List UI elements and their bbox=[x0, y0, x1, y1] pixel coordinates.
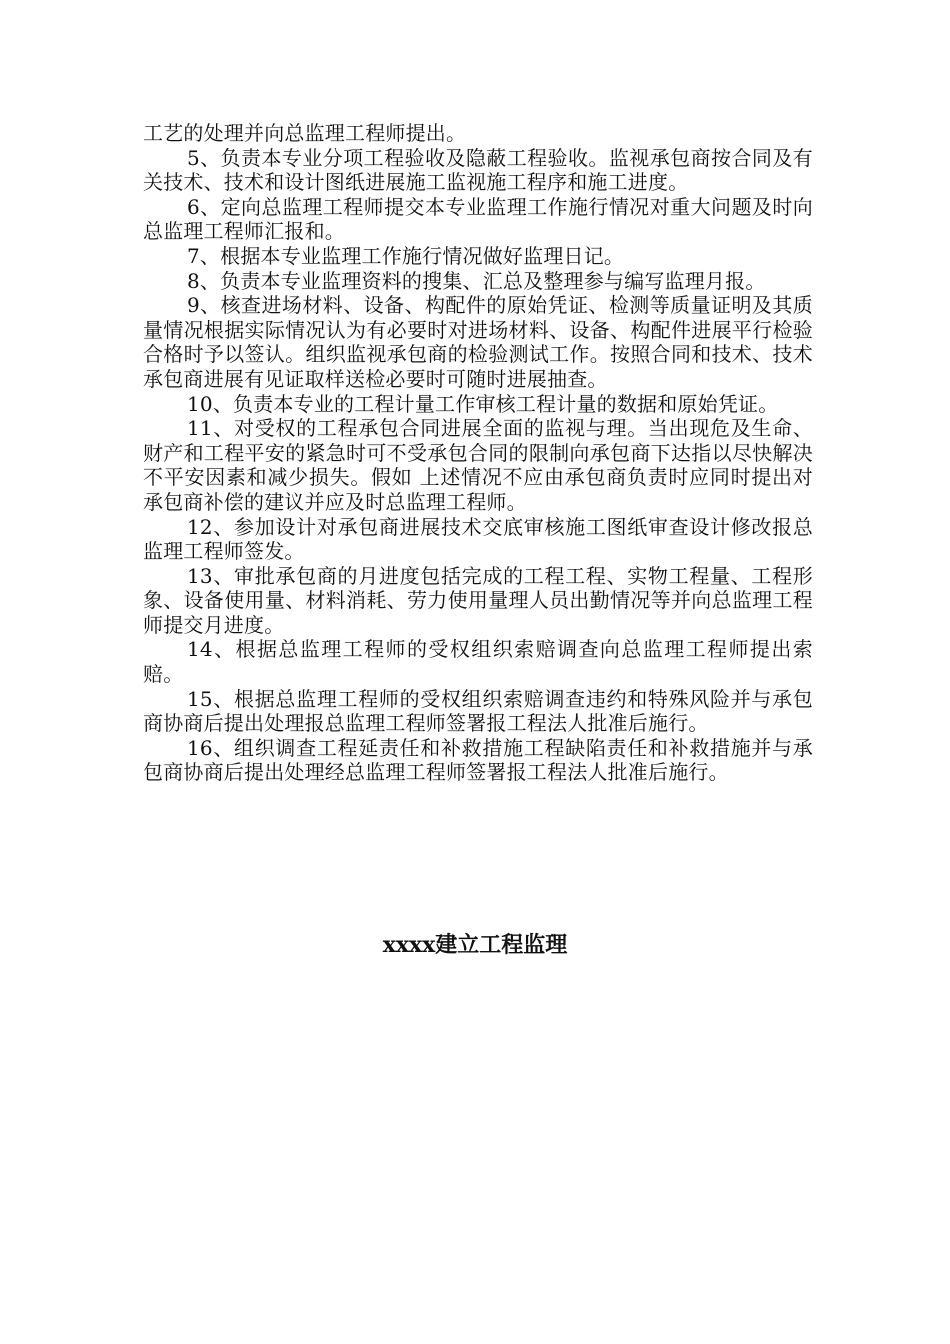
paragraph-item-13: 13、审批承包商的月进度包括完成的工程工程、实物工程量、工程形象、设备使用量、材料消耗、劳力使用量理人员出勤情况等并向总监理工程师提交月进度。 bbox=[143, 563, 813, 637]
paragraph-item-14: 14、根据总监理工程师的受权组织索赔调查向总监理工程师提出索赔。 bbox=[143, 637, 813, 687]
paragraph-item-9: 9、核查进场材料、设备、构配件的原始凭证、检测等质量证明及其质量情况根据实际情况认为有必要时对进场材料、设备、构配件进展平行检验合格时予以签认。组织监视承包商的检验测试工作。按照合同和技术、技术承包商进展有见证取样送检必要时可随时进展抽查。 bbox=[143, 293, 813, 391]
paragraph-item-8: 8、负责本专业监理资料的搜集、汇总及整理参与编写监理月报。 bbox=[187, 268, 766, 293]
company-title: xxxx建立工程监理 bbox=[382, 932, 568, 958]
document-body bbox=[143, 121, 813, 785]
paragraph-item-12: 12、参加设计对承包商进展技术交底审核施工图纸审查设计修改报总监理工程师签发。 bbox=[143, 514, 813, 564]
paragraph-continuation: 工艺的处理并向总监理工程师提出。 bbox=[143, 121, 467, 145]
paragraph-item-11: 11、对受权的工程承包合同进展全面的监视与理。当出现危及生命、财产和工程平安的紧急时可不受承包合同的限制向承包商下达指以尽快解决不平安因素和减少损失。假如 上述情况不应由承包商负责时应同时提出对承包商补偿的建议并应及时总监理工程师。 bbox=[143, 416, 813, 514]
paragraph-item-15: 15、根据总监理工程师的受权组织索赔调查违约和特殊风险并与承包商协商后提出处理报总监理工程师签署报工程法人批准后施行。 bbox=[143, 686, 813, 736]
paragraph-item-6: 6、定向总监理工程师提交本专业监理工作施行情况对重大问题及时向总监理工程师汇报和。 bbox=[143, 194, 813, 244]
paragraph-item-16: 16、组织调查工程延责任和补救措施工程缺陷责任和补救措施并与承包商协商后提出处理经总监理工程师签署报工程法人批准后施行。 bbox=[143, 735, 813, 785]
paragraph-item-10: 10、负责本专业的工程计量工作审核工程计量的数据和原始凭证。 bbox=[187, 391, 779, 416]
paragraph-item-7: 7、根据本专业监理工作施行情况做好监理日记。 bbox=[187, 243, 625, 268]
paragraph-item-5: 5、负责本专业分项工程验收及隐蔽工程验收。监视承包商按合同及有关技术、技术和设计图纸进展施工监视施工程序和施工进度。 bbox=[143, 145, 813, 195]
